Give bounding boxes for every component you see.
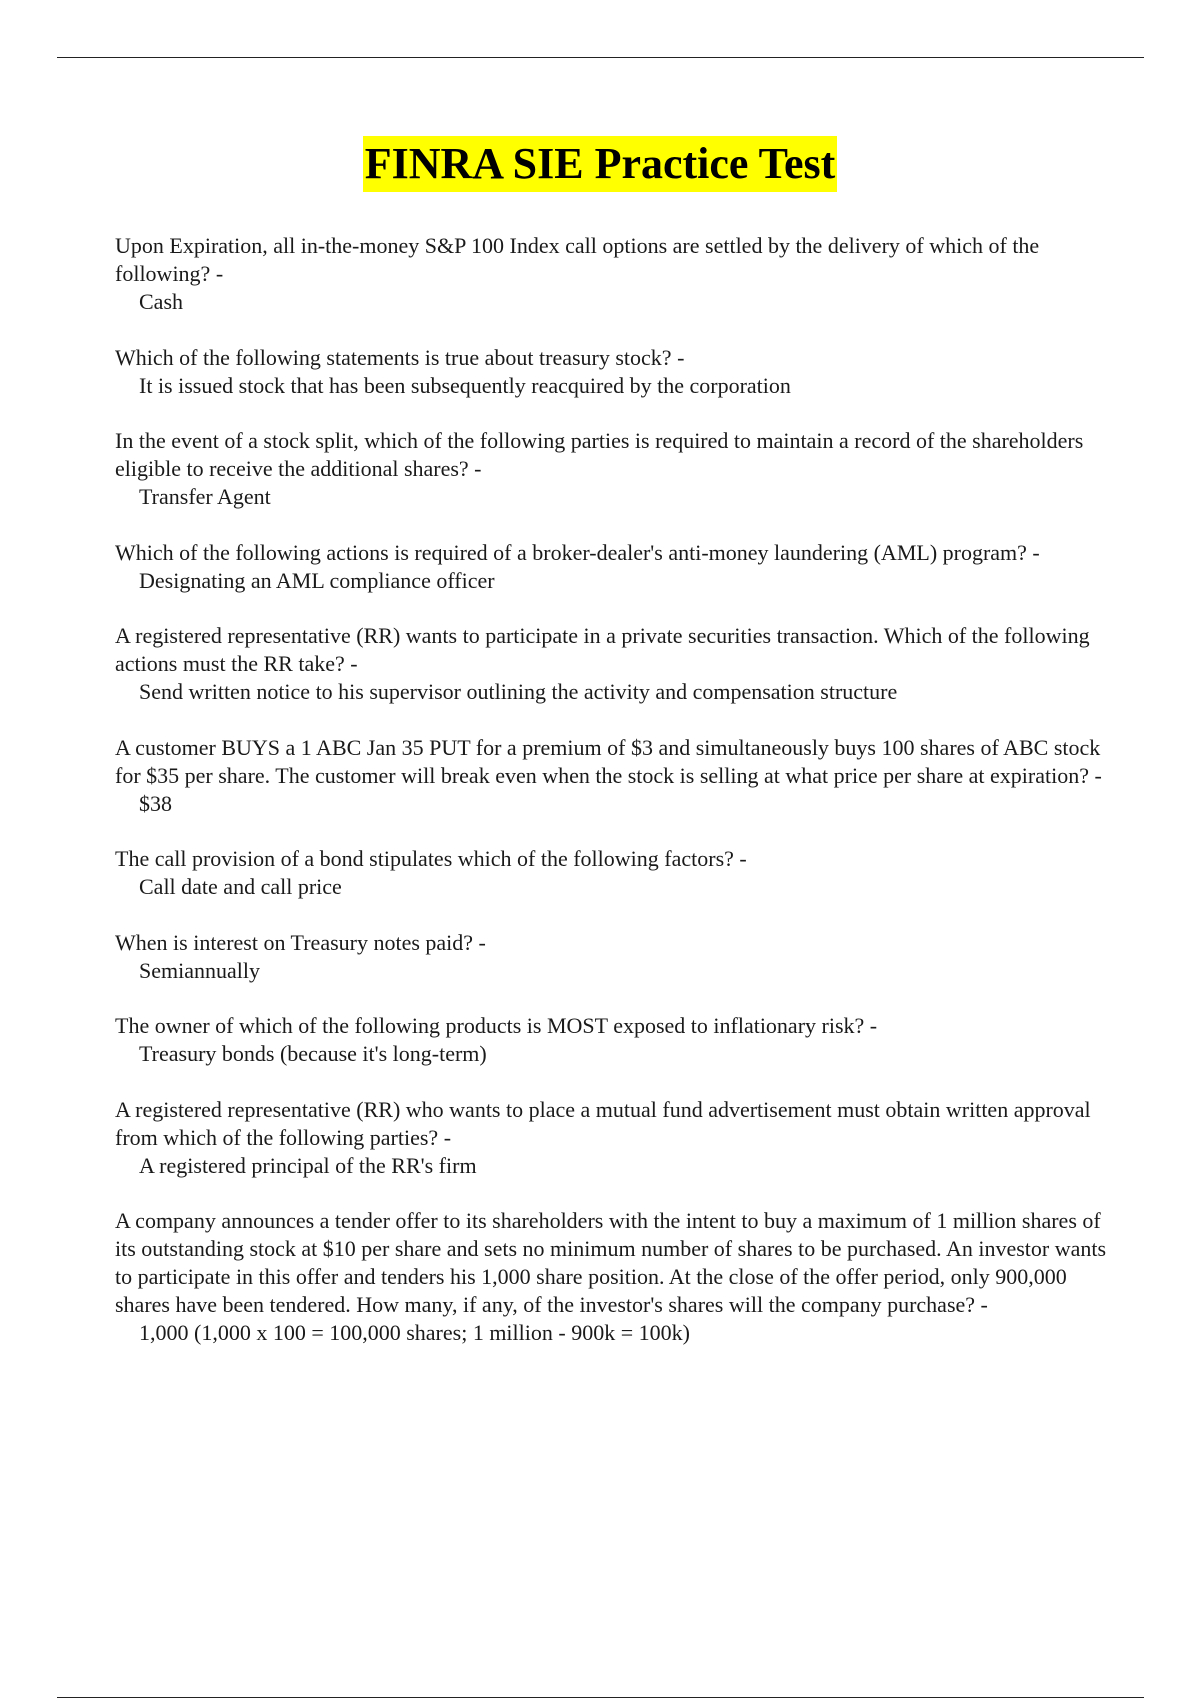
question-text: Which of the following actions is required of a broker-dealer's anti-money laundering (AML) program? - [115, 539, 1040, 565]
qa-item [115, 539, 1125, 595]
qa-list [115, 232, 1125, 1375]
answer-text: Send written notice to his supervisor outlining the activity and compensation structure [139, 679, 898, 704]
answer-text: Cash [139, 289, 183, 314]
answer-text: Treasury bonds (because it's long-term) [139, 1041, 487, 1066]
qa-item [115, 427, 1125, 511]
title-block [0, 136, 1200, 192]
question-text: In the event of a stock split, which of the following parties is required to maintain a record of the shareholders eligible to receive the additional shares? - [115, 428, 1084, 481]
footer-rule [57, 1697, 1144, 1698]
answer-text: Transfer Agent [139, 484, 271, 509]
answer-text: $38 [139, 790, 172, 816]
question-text: The owner of which of the following products is MOST exposed to inflationary risk? - [115, 1013, 878, 1038]
qa-item [115, 622, 1125, 706]
answer-text: 1,000 (1,000 x 100 = 100,000 shares; 1 million - 900k = 100k) [139, 1320, 690, 1345]
page-title: FINRA SIE Practice Test [363, 136, 838, 192]
header-rule [57, 57, 1144, 58]
question-text: Which of the following statements is true about treasury stock? - [115, 344, 685, 370]
answer-text: Semiannually [139, 957, 260, 983]
answer-text: It is issued stock that has been subsequently reacquired by the corporation [139, 372, 791, 398]
qa-item [115, 1207, 1125, 1347]
question-text: A company announces a tender offer to its shareholders with the intent to buy a maximum of 1 million shares of its outstanding stock at $10 per share and sets no minimum number of shares to be purchased. An investor wants to participate in this offer and tenders his 1,000 share position. At the close of the offer period, only 900,000 shares have been tendered. How many, if any, of the investor's shares will the company purchase? - [115, 1208, 1107, 1317]
qa-item [115, 1012, 1125, 1068]
question-text: Upon Expiration, all in-the-money S&P 100 Index call options are settled by the delivery of which of the following? - [115, 233, 1040, 286]
qa-item [115, 344, 1125, 400]
qa-item [115, 734, 1125, 818]
qa-item [115, 929, 1125, 985]
answer-text: Call date and call price [139, 874, 342, 899]
answer-text: Designating an AML compliance officer [139, 567, 495, 593]
question-text: A registered representative (RR) wants to participate in a private securities transaction. Which of the following actions must the RR take? - [115, 623, 1090, 676]
qa-item [115, 232, 1125, 316]
answer-text: A registered principal of the RR's firm [139, 1152, 477, 1178]
question-text: A customer BUYS a 1 ABC Jan 35 PUT for a premium of $3 and simultaneously buys 100 shares of ABC stock for $35 per share. The customer will break even when the stock is selling at what price per share at expiration? - [115, 734, 1102, 788]
question-text: When is interest on Treasury notes paid? - [115, 929, 486, 955]
qa-item [115, 845, 1125, 901]
question-text: The call provision of a bond stipulates which of the following factors? - [115, 846, 747, 871]
qa-item [115, 1096, 1125, 1180]
question-text: A registered representative (RR) who wants to place a mutual fund advertisement must obtain written approval from which of the following parties? - [115, 1096, 1091, 1150]
